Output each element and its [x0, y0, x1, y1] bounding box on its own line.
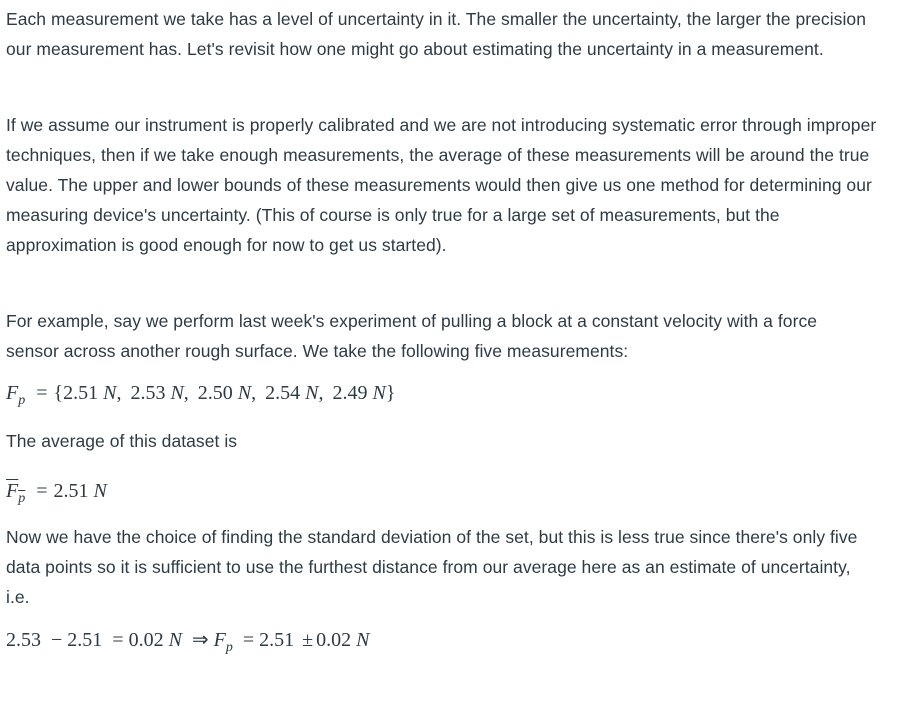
implies-arrow: ⇒ — [191, 629, 209, 651]
value-4: 2.54 — [265, 382, 301, 404]
equals-sign: = — [36, 382, 48, 404]
difference-value: 0.02 — [128, 629, 164, 651]
equation-average — [6, 476, 107, 509]
average-value: 2.51 — [53, 480, 89, 502]
equation-measurements — [6, 378, 395, 411]
paragraph-average: The average of this dataset is — [6, 431, 238, 451]
separator-3: , — [251, 382, 257, 404]
force-symbol: F — [6, 382, 19, 404]
force-symbol: F — [213, 629, 226, 651]
result-value: 2.51 — [259, 629, 295, 651]
minus-sign: − — [51, 629, 63, 651]
force-symbol: F — [6, 480, 19, 502]
plus-minus-sign: ± — [302, 629, 314, 651]
mean-value: 2.51 — [67, 629, 103, 651]
equals-sign: = — [36, 480, 48, 502]
force-average-symbol — [6, 480, 26, 506]
separator-4: , — [318, 382, 324, 404]
unit-5: N — [372, 382, 386, 404]
equation-result — [6, 625, 370, 658]
equals-sign: = — [112, 629, 124, 651]
force-subscript: p — [225, 640, 233, 655]
value-2: 2.53 — [130, 382, 166, 404]
equals-sign-2: = — [242, 629, 255, 651]
value-5: 2.49 — [332, 382, 368, 404]
unit-3: N — [237, 382, 252, 404]
result-unit: N — [356, 629, 370, 651]
paragraph-example: For example, say we perform last week's experiment of pulling a block at a constant velocity with a force sensor across another rough surface. We take the following five measurements: — [6, 311, 818, 361]
value-1: 2.51 — [63, 382, 99, 404]
force-subscript: p — [18, 491, 26, 506]
difference-unit: N — [168, 629, 182, 651]
unit-2: N — [170, 382, 184, 404]
paragraph-uncertainty: Now we have the choice of finding the standard deviation of the set, but this is less true since there's only five data points so it is sufficient to use the furthest distance from our average here as an estimate of uncertainty, i.e. — [6, 527, 858, 607]
separator-1: , — [116, 382, 122, 404]
value-3: 2.50 — [197, 382, 233, 404]
average-unit: N — [93, 480, 107, 502]
paragraph-intro: Each measurement we take has a level of uncertainty in it. The smaller the uncertainty, the larger the precision our measurement has. Let's revisit how one might go about estimating the uncertainty in a measurement. — [6, 9, 866, 59]
uncertainty-value: 0.02 — [316, 629, 352, 651]
separator-2: , — [183, 382, 189, 404]
close-brace: } — [385, 382, 396, 404]
paragraph-calibration: If we assume our instrument is properly calibrated and we are not introducing systematic error through improper techniques, then if we take enough measurements, the average of these measurements will be around the true value. The upper and lower bounds of these measurements would then give us one method for determining our measuring device's uncertainty. (This of course is only true for a large set of measurements, but the approximation is good enough for now to get us started). — [6, 115, 877, 255]
max-value: 2.53 — [6, 629, 41, 651]
open-brace: { — [53, 382, 64, 404]
unit-4: N — [305, 382, 319, 404]
unit-1: N — [103, 382, 117, 404]
force-subscript: p — [18, 393, 26, 408]
